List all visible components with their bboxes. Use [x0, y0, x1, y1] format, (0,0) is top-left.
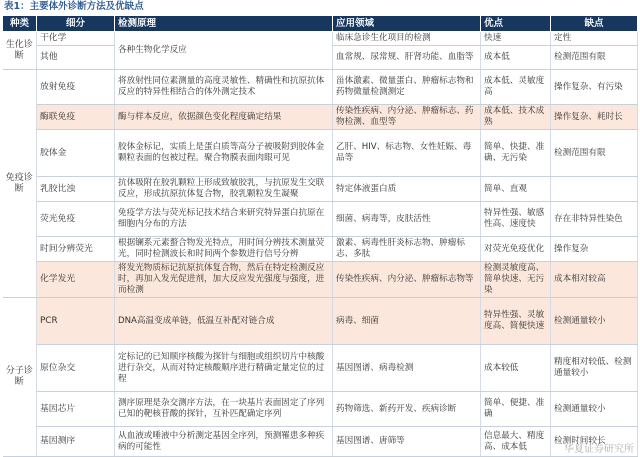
- principle-cell: 胶体金标记，实质上是蛋白质等高分子被吸附到胶体金颗粒表面的包被过程。聚合物膜表面肉眼可见: [115, 130, 333, 177]
- watermark: 华夏证券研究所: [564, 444, 634, 455]
- principle-cell: 酶与样本反应，依据颜色变化程度确定结果: [115, 105, 333, 130]
- table-row: [3, 298, 638, 345]
- pros-cell: 成本低: [481, 46, 551, 70]
- header-cons: 缺点: [551, 16, 638, 32]
- application-cell: 甾体激素、微量蛋白、肿瘤标志物和药物微量检测测定: [333, 70, 481, 105]
- header-row: [3, 16, 638, 32]
- subtype-cell: 乳胶比浊: [37, 177, 115, 202]
- cons-cell: 成本相对较高: [551, 262, 638, 298]
- subtype-cell: 化学发光: [37, 262, 115, 298]
- subtype-cell: 荧光免疫: [37, 202, 115, 237]
- category-cell: 免疫诊断: [3, 70, 37, 298]
- principle-cell: 抗体吸附在胶乳颗粒上形成致敏胶乳，与抗原发生交联反应，形成抗原抗体复合物，胶乳颗粒发生凝聚: [115, 177, 333, 202]
- table-row: [3, 237, 638, 262]
- diagnosis-methods-table: [2, 15, 638, 457]
- application-cell: 基因图谱、唐筛等: [333, 427, 481, 457]
- subtype-cell: 干化学: [37, 32, 115, 46]
- application-cell: 传染性疾病、内分泌、肿瘤标志、药物检测、血型等: [333, 105, 481, 130]
- application-cell: 血常规、尿常规、肝肾功能、血脂等: [333, 46, 481, 70]
- subtype-cell: 基因测序: [37, 427, 115, 457]
- cons-cell: 定性: [551, 32, 638, 46]
- category-cell: 生化诊断: [3, 32, 37, 70]
- table-caption: 表1：主要体外诊断方法及优缺点: [4, 1, 144, 12]
- pros-cell: 成本低、灵敏度高: [481, 70, 551, 105]
- subtype-cell: 其他: [37, 46, 115, 70]
- table-row: [3, 32, 638, 46]
- pros-cell: 信息最大、精度高、成本低: [481, 427, 551, 457]
- subtype-cell: 胶体金: [37, 130, 115, 177]
- subtype-cell: 基因芯片: [37, 392, 115, 427]
- pros-cell: 简单、直观: [481, 177, 551, 202]
- header-type: 种类: [3, 16, 37, 32]
- cons-cell: 检测范围有限: [551, 130, 638, 177]
- principle-cell: 从血液或唾液中分析测定基因全序列，预测罹患多种疾病的可能性: [115, 427, 333, 457]
- pros-cell: 快速: [481, 32, 551, 46]
- application-cell: 细菌、病毒等，皮肤活性: [333, 202, 481, 237]
- subtype-cell: PCR: [37, 298, 115, 345]
- pros-cell: 特异性强、灵敏度高、简便快速: [481, 298, 551, 345]
- subtype-cell: 时间分辨荧光: [37, 237, 115, 262]
- pros-cell: 特异性强、敏感性高、速度快: [481, 202, 551, 237]
- application-cell: 激素、病毒性肝炎标志物、肿瘤标志、多肽: [333, 237, 481, 262]
- table-row: [3, 345, 638, 392]
- table-row: [3, 392, 638, 427]
- pros-cell: 简单、便捷、准确: [481, 392, 551, 427]
- principle-cell: 将发光物质标记抗原抗体复合物，然后在特定检测反应时，再加入发光促进剂，加大反应发光强度与强度，进而检测: [115, 262, 333, 298]
- pros-cell: 简单、快捷、准确、无污染: [481, 130, 551, 177]
- principle-cell: 各种生物化学反应: [115, 32, 333, 70]
- application-cell: 临床急诊生化项目的检测: [333, 32, 481, 46]
- cons-cell: 检测通量较小: [551, 298, 638, 345]
- subtype-cell: 酶联免疫: [37, 105, 115, 130]
- principle-cell: 根据镧系元素螯合物发光特点，用时间分辨技术测量荧光，同时检测波长和时间两个参数进行信号分辨: [115, 237, 333, 262]
- cons-cell: 检测范围有限: [551, 46, 638, 70]
- application-cell: 药物筛选、新药开发、疾病诊断: [333, 392, 481, 427]
- table-row: [3, 427, 638, 457]
- principle-cell: 定标记的已知顺序核酸为探针与细胞或组织切片中核酸进行杂交，从而对特定核酸顺序进行精确定量定位的过程: [115, 345, 333, 392]
- pros-cell: 对荧光免疫优化: [481, 237, 551, 262]
- cons-cell: 检测通量较小: [551, 392, 638, 427]
- application-cell: 基因图谱、病毒检测: [333, 345, 481, 392]
- pros-cell: 成本低、技术成熟: [481, 105, 551, 130]
- header-principle: 检测原理: [115, 16, 333, 32]
- cons-cell: 操作复杂、有污染: [551, 70, 638, 105]
- subtype-cell: 放射免疫: [37, 70, 115, 105]
- table-row: [3, 202, 638, 237]
- principle-cell: DNA高温变成单链，低温互补配对链合成: [115, 298, 333, 345]
- application-cell: 病毒、细菌: [333, 298, 481, 345]
- pros-cell: 成本较低: [481, 345, 551, 392]
- pros-cell: 检测灵敏度高、简单快速、无污染: [481, 262, 551, 298]
- cons-cell: 精度相对较低、检测通量较小: [551, 345, 638, 392]
- cons-cell: 存在非特异性染色: [551, 202, 638, 237]
- subtype-cell: 原位杂交: [37, 345, 115, 392]
- category-cell: 分子诊断: [3, 298, 37, 457]
- principle-cell: 测序原理是杂交测序方法，在一块基片表面固定了序列已知的靶核苷酸的探针，互补匹配确定序列: [115, 392, 333, 427]
- table-row: [3, 130, 638, 177]
- application-cell: 乙肝、HIV、标志物、女性妊娠、毒品等: [333, 130, 481, 177]
- application-cell: 特定体液蛋白质: [333, 177, 481, 202]
- table-row: [3, 105, 638, 130]
- cons-cell: 操作复杂: [551, 237, 638, 262]
- table-row: [3, 177, 638, 202]
- cons-cell: 检测时间较长: [551, 427, 638, 457]
- principle-cell: 免疫学方法与荧光标记技术结合来研究特异蛋白抗原在细胞内分布的方法: [115, 202, 333, 237]
- header-application: 应用领域: [333, 16, 481, 32]
- cons-cell: [551, 177, 638, 202]
- table-row: [3, 70, 638, 105]
- header-subtype: 细分: [37, 16, 115, 32]
- table-row: [3, 262, 638, 298]
- header-pros: 优点: [481, 16, 551, 32]
- principle-cell: 将放射性同位素测量的高度灵敏性、精确性和抗原抗体反应的特异性相结合的体外测定技术: [115, 70, 333, 105]
- cons-cell: 操作复杂、耗时长: [551, 105, 638, 130]
- application-cell: 传染性疾病、内分泌、肿瘤标志物等: [333, 262, 481, 298]
